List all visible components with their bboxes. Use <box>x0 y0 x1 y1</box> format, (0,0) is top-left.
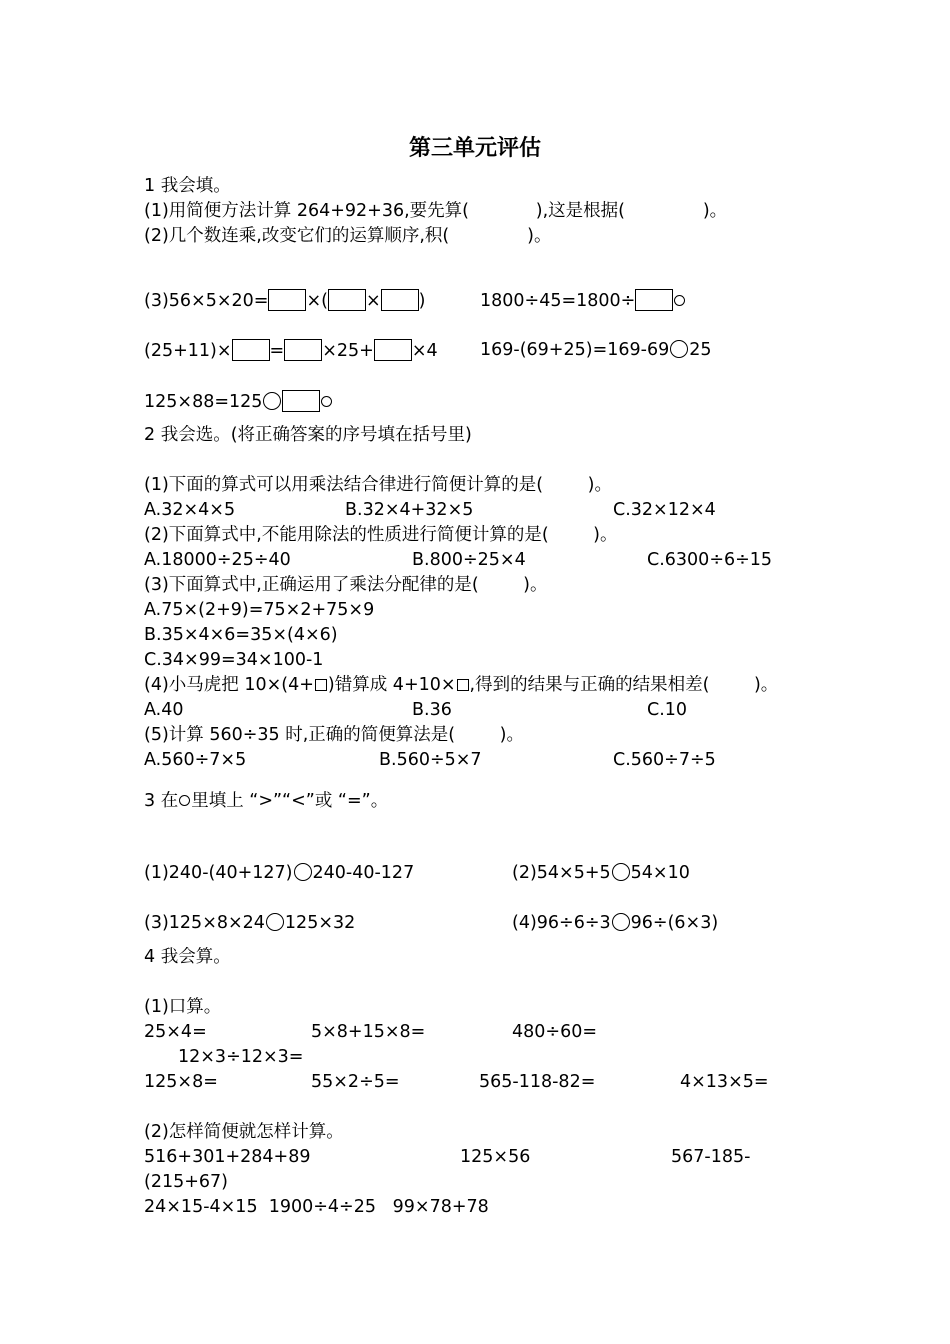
s3-p1-right: 240-40-127 <box>312 863 415 883</box>
s1-question-3-line-b <box>480 289 686 312</box>
section-4-heading: 4 我会算。 <box>144 947 231 967</box>
s2-q5-option-c: C.560÷7÷5 <box>613 750 716 770</box>
q4-part-c: ,得到的结果与正确的结果相差( )。 <box>469 675 779 695</box>
s3-problem-1 <box>144 862 414 884</box>
s2-q3-option-a: A.75×(2+9)=75×2+75×9 <box>144 600 375 620</box>
simple-item: 567-185- <box>671 1147 751 1167</box>
s2-q3-option-b: B.35×4×6=35×(4×6) <box>144 625 338 645</box>
small-square-icon <box>457 679 469 691</box>
s2-q2-option-b: B.800÷25×4 <box>412 550 526 570</box>
s1-question-3-line-a <box>144 289 425 312</box>
s4-oral-label: (1)口算。 <box>144 997 222 1017</box>
s3-p3-left: (3)125×8×24 <box>144 913 265 933</box>
s3-p4-left: (4)96÷6÷3 <box>512 913 611 933</box>
section-2-heading: 2 我会选。(将正确答案的序号填在括号里) <box>144 425 472 445</box>
q3-c3: ×25+ <box>322 341 374 361</box>
q3-a1: (3)56×5×20= <box>144 291 269 311</box>
simple-item: 516+301+284+89 <box>144 1147 311 1167</box>
q3-d1: 169-(69+25)=169-69 <box>480 340 670 360</box>
s3-p2-right: 54×10 <box>630 863 690 883</box>
answer-box[interactable] <box>374 339 412 361</box>
compare-circle[interactable] <box>263 392 281 410</box>
answer-box[interactable] <box>635 289 673 311</box>
s1-question-2: (2)几个数连乘,改变它们的运算顺序,积( )。 <box>144 226 552 246</box>
answer-box[interactable] <box>268 289 306 311</box>
answer-box[interactable] <box>381 289 419 311</box>
s3-p1-left: (1)240-(40+127) <box>144 863 293 883</box>
s2-question-5: (5)计算 560÷35 时,正确的简便算法是( )。 <box>144 725 524 745</box>
simple-item: 125×56 <box>460 1147 531 1167</box>
simple-row-2: 24×15-4×15 1900÷4÷25 99×78+78 <box>144 1197 489 1217</box>
q3-c2: = <box>269 341 285 361</box>
s2-question-3: (3)下面算式中,正确运用了乘法分配律的是( )。 <box>144 575 548 595</box>
q3-e1: 125×88=125 <box>144 392 263 412</box>
s3-p2-left: (2)54×5+5 <box>512 863 611 883</box>
page-title: 第三单元评估 <box>408 135 541 161</box>
s2-q5-option-b: B.560÷5×7 <box>379 750 482 770</box>
oral-item: 480÷60= <box>512 1022 597 1042</box>
s2-q2-option-c: C.6300÷6÷15 <box>647 550 773 570</box>
answer-box[interactable] <box>328 289 366 311</box>
s2-q4-option-a: A.40 <box>144 700 184 720</box>
s4-simple-label: (2)怎样简便就怎样计算。 <box>144 1122 344 1142</box>
small-circle-icon <box>179 795 190 806</box>
oral-item: 55×2÷5= <box>311 1072 400 1092</box>
s2-question-1: (1)下面的算式可以用乘法结合律进行简便计算的是( )。 <box>144 475 612 495</box>
compare-circle[interactable] <box>612 863 630 881</box>
s2-q4-option-b: B.36 <box>412 700 452 720</box>
q3-d2: 25 <box>689 340 712 360</box>
oral-item: 5×8+15×8= <box>311 1022 426 1042</box>
q3-b1: 1800÷45=1800÷ <box>480 291 636 311</box>
answer-box[interactable] <box>282 390 320 412</box>
s2-q3-option-c: C.34×99=34×100-1 <box>144 650 324 670</box>
s2-q1-option-a: A.32×4×5 <box>144 500 236 520</box>
q3-c1: (25+11)× <box>144 341 232 361</box>
s2-q2-option-a: A.18000÷25÷40 <box>144 550 291 570</box>
s1-question-3-line-d <box>480 339 712 361</box>
q3-a2: ×( <box>306 291 328 311</box>
s2-q4-option-c: C.10 <box>647 700 688 720</box>
s2-question-2: (2)下面算式中,不能用除法的性质进行简便计算的是( )。 <box>144 525 618 545</box>
q4-part-a: (4)小马虎把 10×(4+ <box>144 675 314 695</box>
s1-question-3-line-e <box>144 390 333 413</box>
s2-question-4 <box>144 674 778 696</box>
s1-question-3-line-c <box>144 339 438 362</box>
section-3-heading <box>144 790 388 812</box>
s2-q1-option-b: B.32×4+32×5 <box>345 500 474 520</box>
s2-q5-option-a: A.560÷7×5 <box>144 750 247 770</box>
q4-part-b: )错算成 4+10× <box>327 675 456 695</box>
oral-item: 4×13×5= <box>680 1072 769 1092</box>
s3-p4-right: 96÷(6×3) <box>630 913 719 933</box>
oral-item: 25×4= <box>144 1022 207 1042</box>
section-1-heading: 1 我会填。 <box>144 176 231 196</box>
s3-problem-2 <box>512 862 690 884</box>
compare-circle[interactable] <box>294 863 312 881</box>
simple-item: (215+67) <box>144 1172 228 1192</box>
s3-heading-b: 里填上 “>”“<”或 “=”。 <box>191 791 389 811</box>
small-square-icon <box>315 679 327 691</box>
oral-item: 12×3÷12×3= <box>178 1047 304 1067</box>
compare-circle[interactable] <box>612 913 630 931</box>
s1-question-1: (1)用简便方法计算 264+92+36,要先算( ),这是根据( )。 <box>144 201 728 221</box>
s3-heading-a: 3 在 <box>144 791 179 811</box>
s3-p3-right: 125×32 <box>284 913 356 933</box>
answer-box[interactable] <box>284 339 322 361</box>
s3-problem-4 <box>512 912 718 934</box>
oral-item: 565-118-82= <box>479 1072 596 1092</box>
oral-item: 125×8= <box>144 1072 218 1092</box>
small-circle-icon <box>674 295 685 306</box>
q3-a4: ) <box>418 291 426 311</box>
compare-circle[interactable] <box>266 913 284 931</box>
q3-a3: × <box>365 291 381 311</box>
q3-c4: ×4 <box>411 341 438 361</box>
s2-q1-option-c: C.32×12×4 <box>613 500 716 520</box>
s3-problem-3 <box>144 912 355 934</box>
answer-box[interactable] <box>232 339 270 361</box>
compare-circle[interactable] <box>670 340 688 358</box>
small-circle-icon <box>321 396 332 407</box>
